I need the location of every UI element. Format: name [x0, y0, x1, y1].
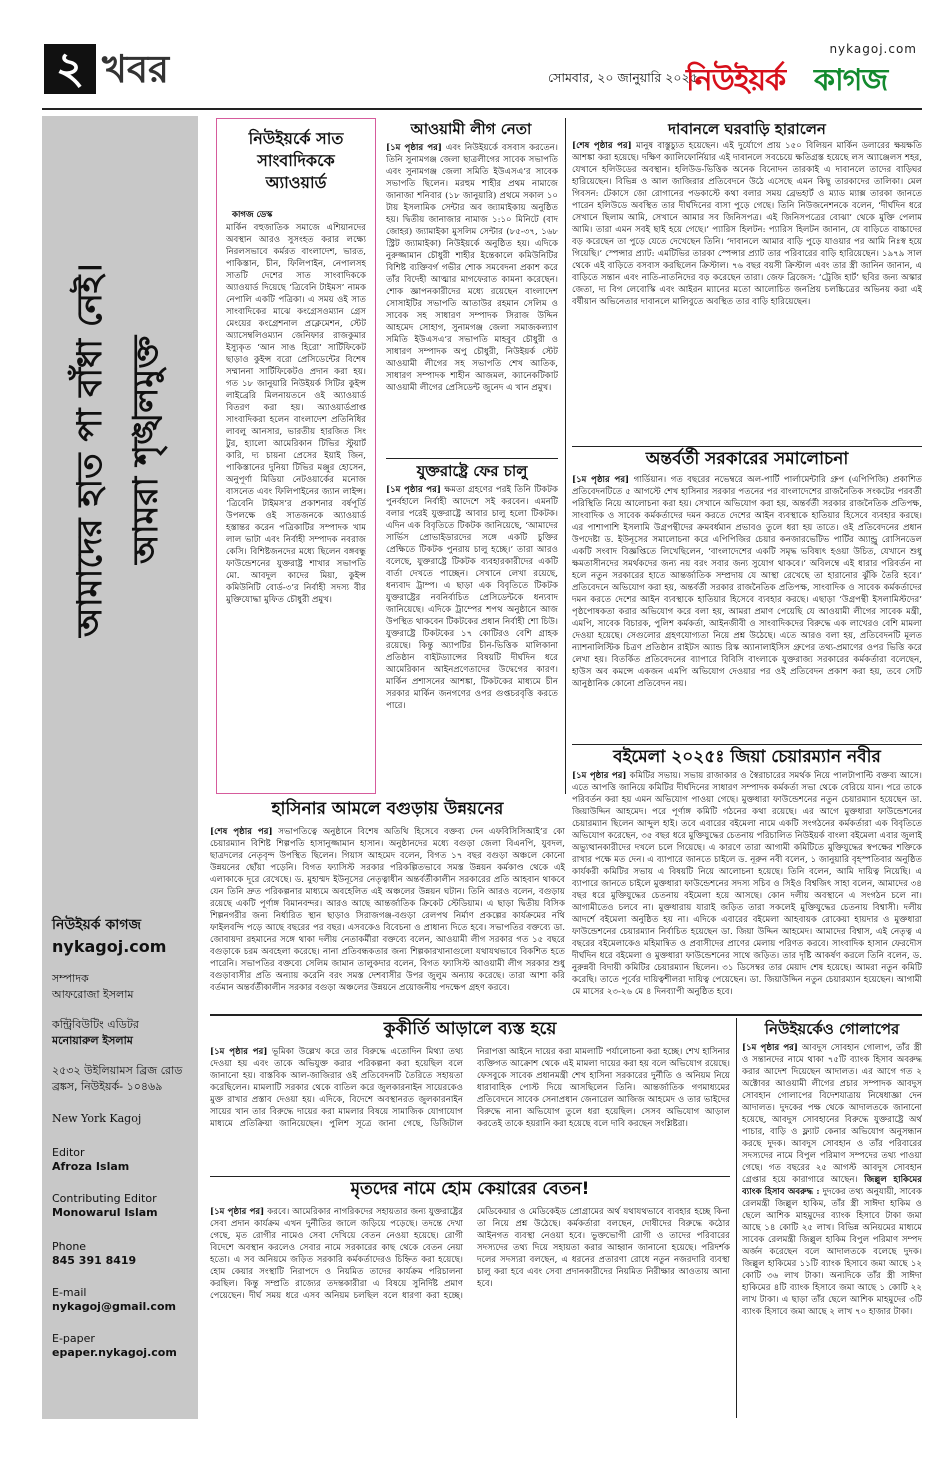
- contrib-bn: মনোয়ারুল ইসলাম: [52, 1034, 133, 1047]
- award-headline[interactable]: নিউইয়র্কে সাত সাংবাদিককে অ্যাওয়ার্ড: [248, 129, 344, 192]
- interim-lead: [১ম পৃষ্ঠার পর]: [572, 475, 630, 485]
- interim-body: গার্ডিয়ান। গত বছরের নভেম্বরে অল-পার্টি পার্লামেন্টারি গ্রুপ (এপিপিজি) প্রকাশিত প্রতিবেদনটিতে ৫ আগস্টে শেখ হাসিনার সরকার পতনের পর বাংলাদেশের রাজনৈতিক সংকটের পরবর্তী পরিস্থিতি নিয়ে আলোচনা করা হয়। সেখানে অভিযোগ করা হয়, অন্তর্বর্তী সরকার রাজনৈতিক প্রতিপক্ষ, সাংবাদিক ও সাবেক কর্মকর্তাদের দমন করতে দেশের আইন ব্যবস্থাকে হাতিয়ার হিসেবে ব্যবহার করছে। এর পাশাপাশি ইসলামি উগ্রপন্থীদের ক্রমবর্ধমান প্রভাবও তুলে ধরা হয় তাতে। ওই প্রতিবেদনের প্রধান উপদেষ্টা ড. ইউনূসের সমালোচনা করে এপিপিজির চেয়ার কনজারভেটিভ পার্টির অ্যান্ড্রু রোসিনডেল একটি সংবাদ বিজ্ঞপ্তিতে লিখেছিলেন, ‘বাংলাদেশের একটি সমৃদ্ধ ভবিষ্যৎ হওয়া উচিত, যেখানে শুধু ক্ষমতাসীনদের সমর্থকদের জন্য নয় বরং সবার জন্য সুযোগ থাকবে।’ অবিলম্বে এই ধারার পরিবর্তন না হলে নতুন সরকারের হাতে আন্তর্জাতিক সম্প্রদায় যে আস্থা রেখেছে তা হারানোর ঝুঁকি তৈরি হবে।’ প্রতিবেদনে অভিযোগ করা হয়, অন্তর্বর্তী সরকার রাজনৈতিক প্রতিপক্ষ, সাংবাদিক ও সাবেক কর্মকর্তাদের দমন করতে দেশের আইন ব্যবস্থাকে হাতিয়ার হিসেবে ব্যবহার করছে। এছাড়া ‘উগ্রপন্থী ইসলামিস্টদের’ পৃষ্ঠপোষকতা করার অভিযোগ করে বলা হয়, আমরা প্রমাণ পেয়েছি যে আওয়ামী লীগের সাবেক মন্ত্রী, এমপি, সাবেক বিচারক, পুলিশ কর্মকর্তা, আইনজীবী ও সাংবাদিকদের বিরুদ্ধে এক লাখেরও বেশি মামলা দেওয়া হয়েছে। সেগুলোর গ্রহণযোগ্যতা নিয়ে প্রশ্ন উঠেছে। এতে আরও বলা হয়, প্রতিবেদনটি মূলত ন্যাশনালিস্টিক চিত্রণ প্রতিষ্ঠান রাইটস অ্যান্ড রিস্ক অ্যানালাইসিস গ্রুপের তথ্য-প্রমাণের ওপর ভিত্তি করে লেখা হয়। বিতর্কিত প্রতিবেদনের ব্যাপারে বিবিসি বাংলাকে যুক্তরাজ্য সরকারের কর্মকর্তারা বলেছেন, হাউস অব কমন্সে একজন এমপি অভিযোগ দেওয়ার পর ওই প্রতিবেদন প্রকাশ করা হয়, তবে সেটি আনুষ্ঠানিক কোনো প্রতিবেদন নয়।: [572, 475, 922, 689]
- fire-lead: [শেষ পৃষ্ঠার পর]: [572, 141, 632, 151]
- address-line-1: ২৫৩২ উইলিয়ামস ব্রিজ রোড: [52, 1064, 183, 1077]
- fire-rule: [572, 446, 922, 447]
- interim-headline[interactable]: অন্তর্বর্তী সরকারের সমালোচনা: [645, 449, 849, 469]
- lower-rule: [210, 1014, 922, 1016]
- interim-rule: [572, 744, 922, 745]
- header-rule: [42, 108, 922, 110]
- golap-sub-body: দুদকের তথ্য অনুযায়ী, সাবেক রেলমন্ত্রী জিল্লুল হাকিম, তাঁর স্ত্রী সাঈদা হাকিম ও ছেলে আশিক মাহমুদের ব্যাংক হিসাবে টাকা জমা আছে ১৪ কোটি ২৫ লাখ। বিভিন্ন অনিয়মের মাধ্যমে সাবেক রেলমন্ত্রী জিল্লুল হাকিম বিপুল পরিমাণ সম্পদ অর্জন করেছেন বলে আদালতকে বলেছে দুদক। জিল্লুল হাকিমের ১১টি ব্যাংক হিসাবে জমা আছে ১২ কোটি ৩৬ লাখ টাকা। অন্যদিকে তাঁর স্ত্রী সাঈদা হাকিমের ৪টি ব্যাংক হিসাবে জমা আছে ১ কোটি ২২ লাখ টাকা। এ ছাড়া তাঁর ছেলে আশিক মাহমুদের ৩টি ব্যাংক হিসাবে জমা আছে ২ লাখ ৭০ হাজার টাকা।: [742, 1187, 922, 1317]
- epaper-url[interactable]: epaper.nykagoj.com: [52, 1346, 177, 1359]
- tiktok-body: ক্ষমতা গ্রহণের পরই তিনি টিকটক পুনর্বহালে নির্বাহী আদেশে সই করবেন। এমনটি বলার পরেই যুক্তরাষ্ট্রে আবার চালু হলো টিকটক। এদিন এক বিবৃতিতে টিকটক জানিয়েছে, ‘আমাদের সার্ভিস প্রোভাইডারদের সঙ্গে একটি চুক্তির প্রেক্ষিতে টিকটক পুনরায় চালু হচ্ছে।’ তারা আরও বলেছে, যুক্তরাষ্ট্রে টিকটক ব্যবহারকারীদের একটি বার্তা দেখতে পাচ্ছেন। সেখানে লেখা রয়েছে, ধন্যবাদ ট্রাম্প। এ ছাড়া এক বিবৃতিতে টিকটক যুক্তরাষ্ট্রের নবনির্বাচিত প্রেসিডেন্টকে ধন্যবাদ জানিয়েছে। এদিকে ট্রাম্পের শপথ অনুষ্ঠানে আজ উপস্থিত থাকবেন টিকটকের প্রধান নির্বাহী শো চিউ। যুক্তরাষ্ট্রে টিকটকের ১৭ কোটিরও বেশি গ্রাহক রয়েছে। কিন্তু অ্যাপটির চীন-ভিত্তিক মালিকানা প্রতিষ্ঠান বাইটড্যান্সের বিষয়টি দীর্ঘদিন ধরে আমেরিকান আইনপ্রণেতাদের উদ্বেগের কারণ। মার্কিন প্রশাসনের আশঙ্কা, টিকটকের মাধ্যমে চীন সরকার মার্কিন জনগণের ওপর গুপ্তচরবৃত্তি করতে পারে।: [386, 485, 558, 711]
- phone-label: Phone: [52, 1240, 87, 1253]
- email-address[interactable]: nykagoj@gmail.com: [52, 1300, 176, 1313]
- epaper-label: E-paper: [52, 1332, 95, 1345]
- editor-bn: আফরোজা ইসলাম: [52, 988, 134, 1001]
- contrib-name: Monowarul Islam: [52, 1206, 158, 1219]
- homecare-body: করবে। আমেরিকার নাগরিকদের সহায়তার জন্য যুক্তরাষ্ট্রের সেবা প্রদান কার্যক্রম এখন দুর্নীতির জালে জড়িয়ে পড়েছে। তদন্তে দেখা গেছে, মৃত রোগীর নামেও সেবা দেখিয়ে বেতন নেওয়া হয়েছে। রোগী বিদেশে অবস্থান করলেও সেবার নামে সরকারের কাছ থেকে বেতন নেয়া হতো। এ সব অনিয়মে জড়িত সরকারি কর্মকর্তাদেরও চিহ্নিত করা হয়েছে। হোম কেয়ার সংস্থাটি নিরাপদে ও নিয়মিত তাদের কার্যক্রম পরিচালনা করছিল। কিন্তু সম্প্রতি রাজ্যের তদন্তকারীরা এ বিষয়ে সুনির্দিষ্ট প্রমাণ পেয়েছেন। দীর্ঘ সময় ধরে এসব অনিয়ম চলছিল বলে ধারণা করা হচ্ছে। মেডিকেয়ার ও মেডিকেইড প্রোগ্রামের অর্থ যথাযথভাবে ব্যবহার হচ্ছে কিনা তা নিয়ে প্রশ্ন উঠেছে। কর্মকর্তারা বলছেন, দোষীদের বিরুদ্ধে কঠোর আইনগত ব্যবস্থা নেওয়া হবে। ভুক্তভোগী রোগী ও তাদের পরিবারের সদস্যদের তথ্য দিয়ে সহায়তা করার আহ্বান জানানো হয়েছে। পরিদর্শক দলের সদস্যরা বলছেন, এ ধরনের প্রতারণা রোধে নতুন নজরদারি ব্যবস্থা চালু করা হবে এবং সেবা প্রদানকারীদের নিয়মিত নিরীক্ষার আওতায় আনা হবে।: [210, 1207, 730, 1301]
- email-label: E-mail: [52, 1286, 87, 1299]
- awami-body: এবং নিউইয়র্কে বসবাস করতেন। তিনি সুনামগঞ্জ জেলা ছাত্রলীগের সাবেক সভাপতি এবং সুনামগঞ্জ জেলা সমিতি ইউএসএ’র সাবেক সভাপতি ছিলেন। মরহুম শাহীর প্রথম নামাজে জানাজা শনিবার (১৮ জানুয়ারি) প্রথমে সকাল ১০ টায় ইসলামিক সেন্টার অব জ্যামাইকায় অনুষ্ঠিত হয়। দ্বিতীয় জানাজার নামাজ ১:১০ মিনিটে (বাদ জোহর) জ্যামাইকা মুসলিম সেন্টার (৮৫-৩৭, ১৬৮ স্ট্রিট জ্যামাইকা) নিউইয়র্কে অনুষ্ঠিত হয়। এদিকে নুরুজ্জামান চৌধুরী শাহীর ইন্তেকালে কমিউনিটির বিশিষ্ট ব্যক্তিবর্গ গভীর শোক সমবেদনা প্রকাশ করে তাঁর বিদেহী আত্মার মাগফেরাত কামনা করেছেন। শোক জ্ঞাপনকারীদের মধ্যে রয়েছেন বাংলাদেশ সোসাইটির সভাপতি আতাউর রহমান সেলিম ও সাবেক সহ সাধারণ সম্পাদক সিরাজ উদ্দিন আহমেদ সোহাগ, সুনামগঞ্জ জেলা সমাজকল্যাণ সমিতি ইউএসএ’র সভাপতি মাহবুব চৌধুরী ও সাধারণ সম্পাদক অপু চৌধুরী, নিউইয়র্ক স্টেট আওয়ামী লীগের সহ সভাপতি শেখ আতিক, সাধারণ সম্পাদক শাহীন আজমল, ক্যানেকটিকাট আওয়ামী লীগের প্রেসিডেন্ট জুনেদ এ খান প্রমুখ।: [386, 143, 558, 393]
- tiktok-article: [386, 484, 558, 790]
- column-divider: [565, 118, 566, 794]
- golap-headline[interactable]: নিউইয়র্কেও গোলাপের: [764, 1020, 900, 1038]
- paper-name-en: New York Kagoj: [52, 1112, 142, 1125]
- bookfair-body: কমিটির সভায়। সভায় রাজাকার ও স্বৈরাচারের সমর্থক নিয়ে পালটাপাল্টি বক্তব্য আসে। এতে আপত্তি জানিয়ে কমিটির দীর্ঘদিনের সাধারণ সম্পাদক কর্মকর্তা সভা থেকে বেরিয়ে যান। পরে তাকে পরিবর্তন করা হয় এমন অভিযোগ পাওয়া গেছে। মুক্তধারা ফাউন্ডেশনের নতুন চেয়ারম্যান হয়েছেন ডা. জিয়াউদ্দিন আহমেদ। পরে পূর্ণাঙ্গ কমিটি গঠনের কথা রয়েছে। এর আগে মুক্তধারা ফাউন্ডেশনের চেয়ারম্যান ছিলেন আব্দুল হাই। তবে এবারের বইমেলা নামে একটি সংগঠনের কর্মকর্তারা এক বিবৃতিতে অভিযোগ করেছেন, ৩৫ বছর ধরে মুক্তিযুদ্ধের চেতনায় পরিচালিত নিউইয়র্ক বাংলা বইমেলা এবার জুলাই অভ্যুত্থানকারীদের দখলে চলে গিয়েছে। এ কারণে তারা আগামী কমিটিতে মুক্তিযুদ্ধের স্বপক্ষের শক্তিকে রাখার পক্ষে মত দেন। এ ব্যাপারে জানতে চাইলে ড. নূরুন নবী বলেন, ১ জানুয়ারি বৃহস্পতিবার অনুষ্ঠিত কার্যকরী কমিটির সভায় এ বিষয়টি নিয়ে আলোচনা হয়েছে। তিনি বলেন, আমি দায়িত্ব নিয়েছি। এ ব্যাপারে জানতে চাইলে মুক্তধারা ফাউন্ডেশনের সদস্য সচিব ও সিইও বিশ্বজিৎ সাহা বলেন, আমাদের ৩৪ বছর ধরে মুক্তিযুদ্ধের চেতনায় বইমেলা হয়ে আসছে। কোন দলীয় অবস্থানে এ সংগঠন চলে না। আগামীতেও চলবে না। মুক্তধারায় যারাই জড়িত তারা সকলেই মুক্তিযুদ্ধের চেতনায় বিশ্বাসী। দলীয় আদর্শে বইমেলা অনুষ্ঠিত হয় না। এদিকে এবারের বইমেলা আহবায়ক রোকেয়া হায়দার ও মুক্তধারা ফাউন্ডেশনের চেয়ারম্যান নির্বাচিত হয়েছেন ডা. জিয়া উদ্দিন আহমেদ। আমাদের বিশ্বাস, এই নেতৃত্ব এ বছরের বইমেলাকেও মহিমান্বিত ও প্রবাসীদের প্রাণের মেলায় পরিণত করবে। সাংবাদিক হাসান ফেরদৌস দীর্ঘদিন ধরে বইমেলা ও মুক্তধারা ফাউন্ডেশনের সাথে জড়িত। তার দৃষ্টি আকর্ষণ করলে তিনি বলেন, ড. নুরুন্নবী বিদায়ী কমিটির চেয়ারম্যান ছিলেন। ৩১ ডিসেম্বর তার মেয়াদ শেষ হয়েছে। আমরা নতুন কমিটি করেছি। তাতে পূর্বের দায়িত্বশীলরা দায়িত্ব পেয়েছেন। ডা. জিয়াউদ্দিন নতুন চেয়ারম্যান হয়েছেন। আগামী মে মাসের ২৩-২৬ মে ৪ দিনব্যাপী অনুষ্ঠিত হবে।: [572, 771, 922, 997]
- masthead-url: nykagoj.com: [829, 42, 917, 56]
- bookfair-headline[interactable]: বইমেলা ২০২৫ঃ জিয়া চেয়ারম্যান নবীর: [613, 747, 881, 767]
- tiktok-lead: [১ম পৃষ্ঠার পর]: [386, 485, 441, 495]
- address-line-2: ব্রঙ্কস, নিউইয়র্ক- ১০৪৬৯: [52, 1080, 163, 1093]
- bogura-article: [210, 826, 565, 1010]
- homecare-article: [210, 1206, 730, 1418]
- masthead-logo[interactable]: [686, 44, 921, 104]
- kukirti-rule: [210, 1176, 730, 1177]
- bogura-lead: [শেষ পৃষ্ঠার পর]: [210, 827, 273, 837]
- page-number: ২: [44, 44, 96, 94]
- golap-article: [742, 1042, 922, 1418]
- publication-date: সোমবার, ২০ জানুয়ারি ২০২৫: [548, 70, 698, 85]
- award-body: মার্কিন বহুজাতিক সমাজে এশিয়ানদের অবস্থান আরও সুসংহত করার লক্ষ্যে নিরলসভাবে কর্মরত বাংলাদেশ, ভারত, পাকিস্তান, চীন, ফিলিপাইন, নেপালসহ সাতটি দেশের সাত সাংবাদিককে অ্যাওয়ার্ড দিয়েছে ‘ত্রিবেনি টাইমস’ নামক নেপালি একটি পত্রিকা। এ সময় ওই সাত সাংবাদিকের মাঝে কংগ্রেসওম্যান গ্রেস মেংয়ের কংগ্রেশনাল প্রক্লেমেশন, স্টেট অ্যাসেম্বলিওম্যান জেনিফার রাজকুমার ইস্যুকৃত ‘আন সাঙ হিরো’ সার্টিফিকেট ছাড়াও কুইন্স বরো প্রেসিডেন্টের বিশেষ সম্মাননা সার্টিফিকেটও প্রদান করা হয়। গত ১৮ জানুয়ারি নিউইয়র্ক সিটির কুইন্স লাইব্রেরি মিলনায়তনে ওই অ্যাওয়ার্ড বিতরণ করা হয়। অ্যাওয়ার্ডপ্রাপ্ত সাংবাদিকরা হলেন বাংলাদেশ প্রতিনিধির লাবলু আনসার, ভারতীয় হারজিত সিং টুর, হ্যালো আমেরিকান টিভির স্টুয়ার্ট কারি, দ্য চায়না প্রেসের ইয়াই জিন, পাকিস্তানের দুনিয়া টিভির মঞ্জুর হোসেন, অনুপূর্ণা মিডিয়া নেটওয়ার্কের মনোজ বাসনেত এবং ফিলিপাইনের জ্যান লাইন্স। ‘ত্রিবেনি টাইমস’র প্রকাশনার বর্ষপূর্তি উপলক্ষে ওই সাতজনকে অ্যাওয়ার্ড হস্তান্তর করেন পত্রিকাটির সম্পাদক খাম লাল ভাটা এবং নির্বাহী সম্পাদক নবরাজ কেসি। বিশিষ্টজনদের মধ্যে ছিলেন বঙ্গবন্ধু ফাউন্ডেশনের যুক্তরাষ্ট্র শাখার সভাপতি মো. আবদুল কাদের মিয়া, কুইন্স কমিউনিটি বোর্ড-৩’র নির্বাহী সদস্য বীর মুক্তিযোদ্ধা মুফিত চৌধুরী প্রমুখ।: [226, 223, 366, 605]
- fire-article: [572, 140, 922, 444]
- award-byline: কাগজ ডেস্ক: [232, 210, 273, 220]
- awami-article: [386, 142, 558, 454]
- editor-label: Editor: [52, 1146, 85, 1159]
- bogura-body: সভাপতিত্বে অনুষ্ঠানে বিশেষ অতিথি হিসেবে বক্তব্য দেন এফবিসিসিআই’র কো চেয়ারম্যান বিশিষ্ট শিল্পপতি হাসানুজ্জামান হাসান। অনুষ্ঠানদের মধ্যে বগুড়া জেলা বিএনপি, যুবদল, ছাত্রদলের নেতৃবৃন্দ উপস্থিত ছিলেন। গিয়াস আহমেদ বলেন, বিগত ১৭ বছর বগুড়া অঞ্চলে কোনো উন্নয়নের ছোঁয়া পড়েনি। বিগত ফ্যাসিস্ট সরকার পরিকল্পিতভাবে সমস্ত উন্নয়ন কর্মকাণ্ড থেকে এই এলাকাকে দূরে রেখেছে। ড. মুহাম্মদ ইউনূসের নেতৃত্বাধীন অন্তর্বর্তীকালীন সরকারের প্রতি আহবান থাকবে যেন তিনি দ্রুত পরিকল্পনার মাধ্যমে অবহেলিত এই অঞ্চলের উন্নয়ন ঘটান। তিনি আরও বলেন, বগুড়ায় রয়েছে একটি পূর্ণাঙ্গ বিমানবন্দর। আরও আছে আন্তর্জাতিক ক্রিকেট স্টেডিয়াম। এ ছাড়া দ্বিতীয় বিসিক শিল্পনগরীর জন্য নির্ধারিত স্থান ছাড়াও সিরাজগঞ্জ-বগুড়া রেলপথ নির্মাণ প্রকল্পের কার্যক্রমের নথি ফাইলবন্দি পড়ে আছে বছরের পর বছর। এসবকেও বিবেচনা ও প্রাধান্য দিতে হবে। সভাপতির বক্তব্যে ডা. জোবায়দা রহমানের সঙ্গে থাকা দলীয় নেতাকর্মীরা বক্তব্যে বলেন, আওয়ামী লীগ সরকার গত ১৫ বছরে বগুড়াকে চরম অবহেলা করেছে। নানা প্রতিবন্ধকতার জন্য শিল্পকারখানাগুলো যথাযথভাবে বিকশিত হতে পারেনি। সভাপতির বক্তব্যে সেলিম জামান তালুকদার বলেন, বিগত ফ্যাসিস্ট আওয়ামী লীগ সরকার শুধু বগুড়াবাসীর প্রতি অন্যায় করেনি বরং সমস্ত দেশবাসীর উপর জুলুম অন্যায় করেছে। তারা আশা করি বর্তমান অন্তর্বর্তীকালীন সরকার বগুড়া অঞ্চলের উন্নয়নে প্রয়োজনীয় পদক্ষেপ গ্রহণ করবে।: [210, 827, 565, 993]
- paper-name-bn: নিউইয়র্ক কাগজ: [52, 917, 142, 933]
- homecare-lead: [১ম পৃষ্ঠার পর]: [210, 1207, 265, 1217]
- kukirti-body: ভূমিকা উল্লেখ করে তার বিরুদ্ধে এতোদিন মিথ্যা তথ্য দেওয়া হয় এবং তাকে অভিযুক্ত করার পরিকল্পনা করা হয়েছিল বলে জানানো হয়। বাস্তবিক আল-জাজিরার ওই প্রতিবেদনটি তৈরিতে সহায়তা করেছিলেন। মামলাটি সরকার থেকে বাতিল করে জুলকারনাইন সায়েরকেও মুক্ত রাখার প্রস্তাব দেওয়া হয়। এদিকে, বিদেশে অবস্থানরত জুলকারনাইন সায়ের খান তার বিরুদ্ধে দায়ের করা মামলার বিষয়ে সামাজিক যোগাযোগ মাধ্যমে প্রতিক্রিয়া জানিয়েছেন। পুলিশ সূত্রে জানা গেছে, ডিজিটাল নিরাপত্তা আইনে দায়ের করা মামলাটি পর্যালোচনা করা হচ্ছে। শেখ হাসিনার ব্যক্তিগত আক্রোশ থেকে এই মামলা দায়ের করা হয় বলে অভিযোগ রয়েছে। ফেসবুকে সাবেক প্রধানমন্ত্রী শেখ হাসিনা সরকারের দুর্নীতি ও অনিয়ম নিয়ে ধারাবাহিক পোস্ট দিয়ে আসছিলেন তিনি। আন্তর্জাতিক গণমাধ্যমের প্রতিবেদনে সাবেক সেনাপ্রধান জেনারেল আজিজ আহমেদ ও তার ভাইদের বিরুদ্ধে নানা অভিযোগ তুলে ধরা হয়েছিল। সেসব অভিযোগ আড়াল করতেই তাকে হয়রানি করা হয়েছে বলে দাবি করছেন সংশ্লিষ্টরা।: [210, 1047, 730, 1129]
- kukirti-lead: [১ম পৃষ্ঠার পর]: [210, 1047, 268, 1057]
- bookfair-lead: [১ম পৃষ্ঠার পর]: [572, 771, 627, 781]
- bookfair-article: [572, 770, 922, 1012]
- vertical-quote-1: আমাদের হাত পা বাঁধা নেই।: [70, 263, 110, 637]
- section-label: খবর: [102, 47, 170, 91]
- masthead-right: কাগজ: [814, 63, 888, 98]
- golap-subhead: জিল্লুল হাকিমের ব্যাংক হিসাব অবরুদ্ধ :: [742, 1175, 922, 1197]
- golap-body: আবদুস সোবহান গোলাপ, তাঁর স্ত্রী ও সন্তানদের নামে থাকা ৭৫টি ব্যাংক হিসাব অবরুদ্ধ করার আদেশ দিয়েছেন আদালত। এর আগে গত ২ অক্টোবর আওয়ামী লীগের প্রচার সম্পাদক আবদুস সোবহান গোলাপের বিদেশযাত্রায় নিষেধাজ্ঞা দেন আদালত। দুদকের পক্ষ থেকে আদালতকে জানানো হয়েছে, আবদুস সোবহানের বিরুদ্ধে যুক্তরাষ্ট্রে অর্থ পাচার, বাড়ি ও ফ্ল্যাট কেনার অভিযোগ অনুসন্ধান করছে দুদক। আবদুস সোবহান ও তাঁর পরিবারের সদস্যদের নামে বিপুল পরিমাণ সম্পদের তথ্য পাওয়া গেছে। গত বছরের ২৫ আগস্ট আবদুস সোবহান গ্রেপ্তার হয়ে কারাগারে আছেন।: [742, 1043, 922, 1185]
- editor-name: Afroza Islam: [52, 1160, 130, 1173]
- interim-article: [572, 474, 922, 742]
- fire-body: মানুষ বাস্তুচ্যুত হয়েছেন। এই দুর্যোগে প্রায় ১৫০ বিলিয়ন মার্কিন ডলারের ক্ষয়ক্ষতি আশঙ্কা করা হয়েছে। দক্ষিণ ক্যালিফোর্নিয়ার এই দাবানলে সবচেয়ে ক্ষতিগ্রস্ত হয়েছে লস অ্যাঞ্জেলস শহর, যেখানে হলিউডের অবস্থান। হলিউড-ভিত্তিক অনেক বিনোদন তারকাই এ দাবানলে তাদের বাড়িঘর হারিয়েছেন। বিভিন্ন ও আল জাজিরার প্রতিবেদনে উঠে এসেছে এমন কিছু তারকাদের তালিকা। মেল গিবসন: টেকাসে জো রোগানের পডকাস্টে কথা বলার সময় ব্রেভহার্ট ও ম্যাড ম্যাক্স তারকা জানতে পারেন হলিউডে অবস্থিত তার দীর্ঘদিনের বাসা পুড়ে গেছে। তিনি নিউজনেশনকে বলেন, ‘দীর্ঘদিন ধরে সেখানে ছিলাম আমি, সেখানে আমার সব জিনিসপত্র। এই জিনিসপত্রের বোঝা’ থেকে মুক্তি পেলাম আমি। তারা এমন সবই ছাই হয়ে গেছে।’ প্যারিস হিলটন: প্যারিস হিলটন জানান, যে বাড়িতে বাচ্চাদের বড় করেছেন তা পুড়ে যেতে দেখেছেন তিনি। ‘দাবানলে আমার বাড়ি পুড়ে যাওয়ার পর আমি নিঃস্ব হয়ে গিয়েছি।’ স্পেন্সার প্র্যাট: এমটিভির তারকা স্পেন্সার প্র্যাট তার পরিবারের বাড়ি হারিয়েছেন। ১৯৭৯ সাল থেকে এই বাড়িতে বসবাস করছিলেন ক্রিস্টাল। ৭৬ বছর বয়সী ক্রিস্টাল এবং তার স্ত্রী জানিন জানান, এ বাড়িতে সন্তান এবং নাতি-নাতনিদের বড় করেছেন তারা। জেফ ব্রিজেস: ‘ট্রেজি হার্ট’ ছবির জন্য অস্কার জেতা, দ্য বিগ লেবোস্কি এবং আইরন ম্যানের মতো আলোচিত জনপ্রিয় চলচ্চিত্রের অভিনয় করা এই বর্ষীয়ান অভিনেতার দাবানলে মালিবুতে অবস্থিত তার বাড়ি হারিয়েছেন।: [572, 141, 922, 307]
- vertical-quote-2: আমরা শৃঙ্খলমুক্ত: [126, 335, 166, 565]
- contrib-label: Contributing Editor: [52, 1192, 157, 1205]
- editor-label-bn: সম্পাদক: [52, 972, 89, 985]
- fire-headline[interactable]: দাবানলে ঘরবাড়ি হারালেন: [668, 120, 826, 138]
- contrib-label-bn: কন্ট্রিবিউটিং এডিটর: [52, 1018, 139, 1031]
- golap-lead: [১ম পৃষ্ঠার পর]: [742, 1043, 798, 1053]
- kukirti-headline[interactable]: কুকীর্তি আড়ালে ব্যস্ত হয়ে: [383, 1019, 557, 1039]
- tiktok-headline[interactable]: যুক্তরাষ্ট্রে ফের চালু: [416, 462, 528, 480]
- right-divider: [736, 1018, 737, 1418]
- awami-rule: [386, 458, 558, 459]
- kukirti-article: [210, 1046, 730, 1172]
- masthead-left: নিউইয়র্ক: [686, 63, 786, 98]
- phone-number[interactable]: 845 391 8419: [52, 1254, 137, 1267]
- homecare-headline[interactable]: মৃতদের নামে হোম কেয়ারের বেতন!: [350, 1179, 590, 1199]
- bogura-headline[interactable]: হাসিনার আমলে বগুড়ায় উন্নয়নের: [271, 799, 504, 819]
- awami-headline[interactable]: আওয়ামী লীগ নেতা: [410, 120, 532, 138]
- website[interactable]: nykagoj.com: [52, 937, 167, 956]
- awami-lead: [১ম পৃষ্ঠার পর]: [386, 143, 442, 153]
